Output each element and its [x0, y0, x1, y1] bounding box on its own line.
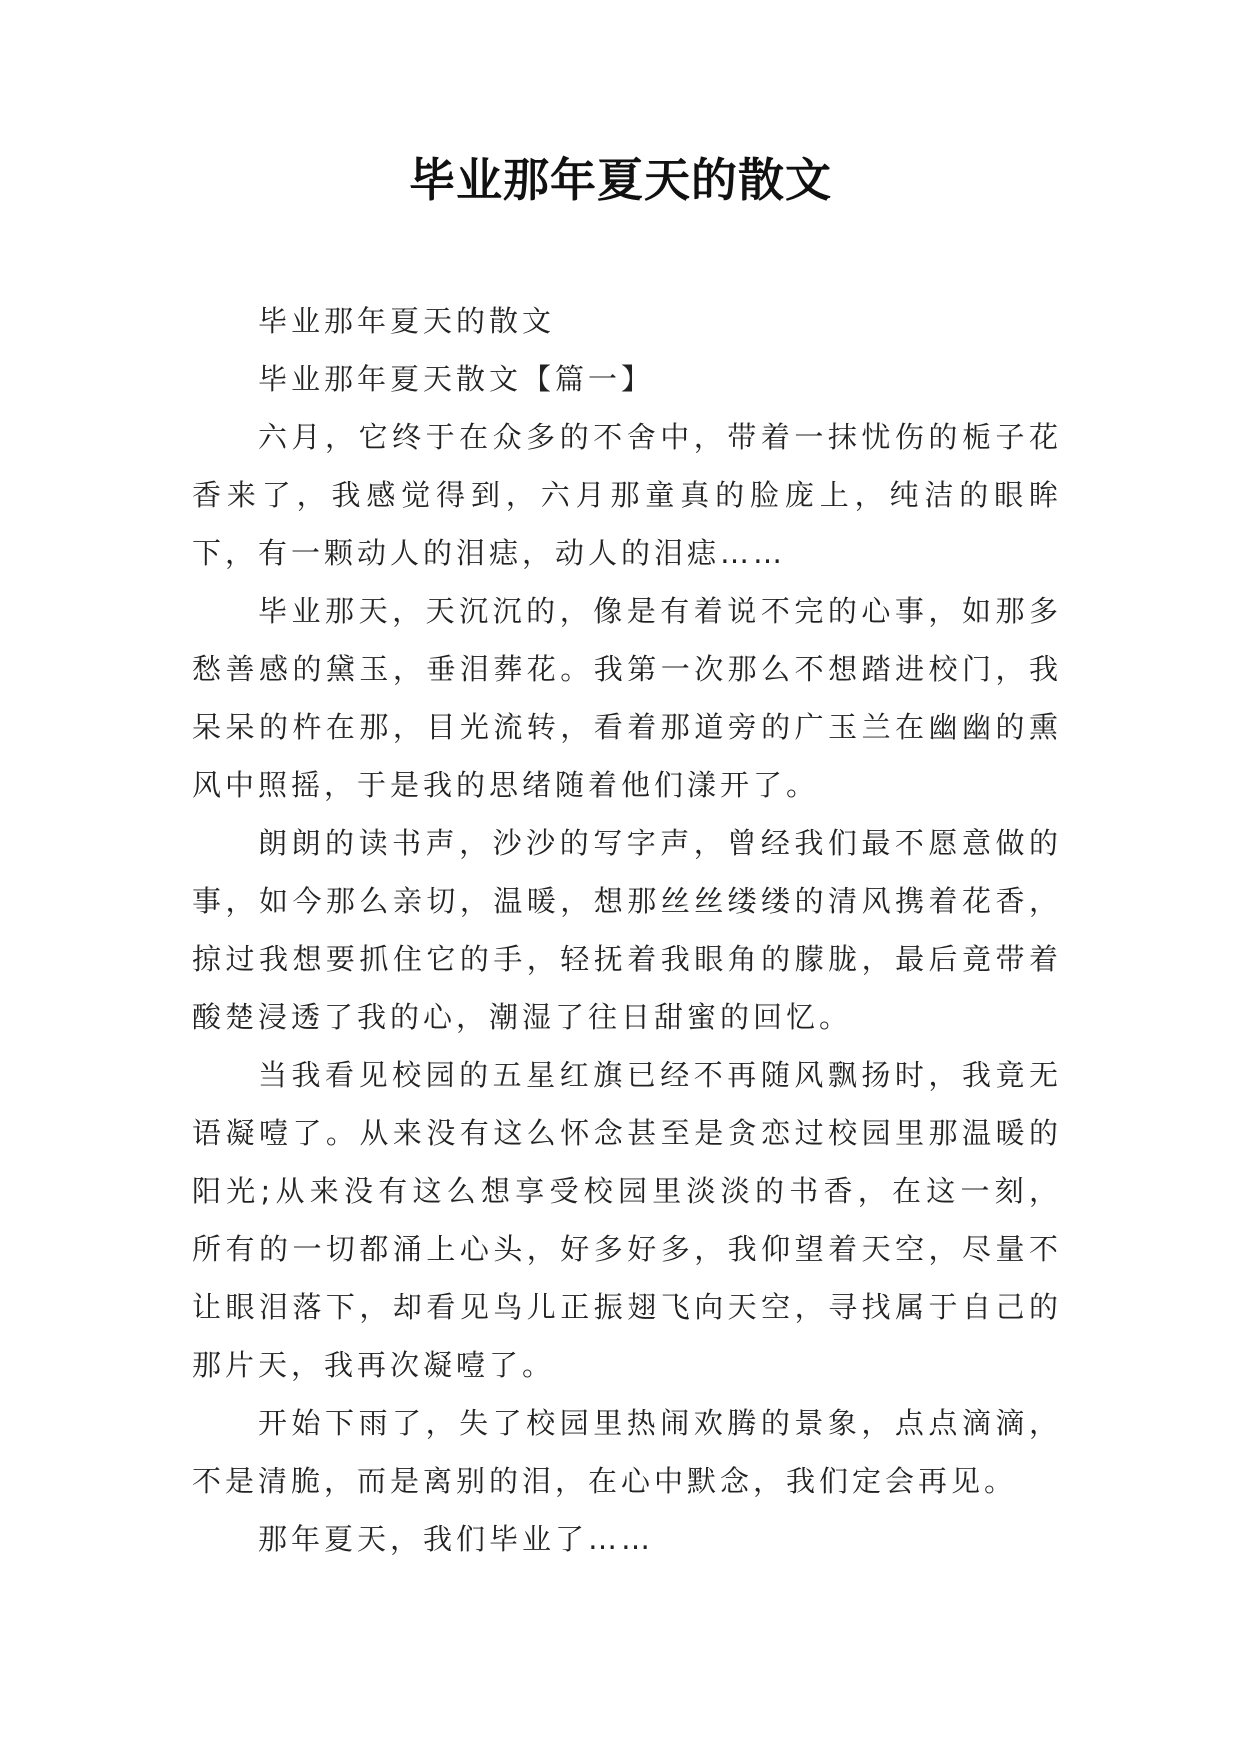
body-paragraph: 那年夏天，我们毕业了…… — [258, 1522, 655, 1556]
body-paragraph: 毕业那天，天沉沉的，像是有着说不完的心事，如那多愁善感的黛玉，垂泪葬花。我第一次那么不想踏进校门，我呆呆的杵在那，目光流转，看着那道旁的广玉兰在幽幽的熏风中照摇，于是我的思绪随着他们漾开了。 — [192, 594, 1062, 802]
document-title: 毕业那年夏天的散文 — [409, 153, 832, 207]
body-paragraph: 毕业那年夏天散文【篇一】 — [258, 362, 655, 396]
body-paragraph: 朗朗的读书声，沙沙的写字声，曾经我们最不愿意做的事，如今那么亲切，温暖，想那丝丝缕缕的清风携着花香，掠过我想要抓住它的手，轻抚着我眼角的朦胧，最后竟带着酸楚浸透了我的心，潮湿了往日甜蜜的回忆。 — [192, 826, 1062, 1034]
document-body — [192, 292, 1062, 1568]
body-paragraph: 六月，它终于在众多的不舍中，带着一抹忧伤的栀子花香来了，我感觉得到，六月那童真的脸庞上，纯洁的眼眸下，有一颗动人的泪痣，动人的泪痣…… — [192, 420, 1062, 570]
body-paragraph: 毕业那年夏天的散文 — [258, 304, 556, 338]
body-paragraph: 当我看见校园的五星红旗已经不再随风飘扬时，我竟无语凝噎了。从来没有这么怀念甚至是贪恋过校园里那温暖的阳光;从来没有这么想享受校园里淡淡的书香，在这一刻，所有的一切都涌上心头，好多好多，我仰望着天空，尽量不让眼泪落下，却看见鸟儿正振翅飞向天空，寻找属于自己的那片天，我再次凝噎了。 — [192, 1058, 1062, 1382]
body-paragraph: 开始下雨了，失了校园里热闹欢腾的景象，点点滴滴，不是清脆，而是离别的泪，在心中默念，我们定会再见。 — [192, 1406, 1062, 1498]
